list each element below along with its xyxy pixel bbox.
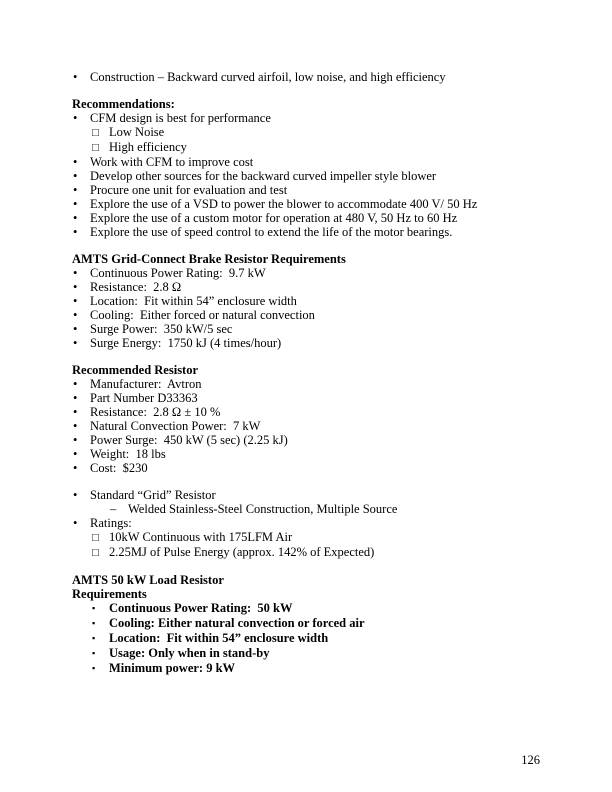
bulleted-item [72,419,540,433]
bulleted-item [72,336,540,350]
list-item-text: Manufacturer: Avtron [90,377,202,391]
bulleted-item [72,155,540,169]
bullet-icon: • [73,308,78,322]
list-item-text: CFM design is best for performance [90,111,271,125]
dash-item [110,502,540,516]
bulleted-item [72,183,540,197]
bullet-icon: • [73,70,78,84]
bulleted-item [72,447,540,461]
checkbox-item [92,125,540,140]
list-item-text: Continuous Power Rating: 9.7 kW [90,266,266,280]
list-item-text: Low Noise [109,125,165,139]
bulleted-item [72,516,540,530]
list-item-text: 10kW Continuous with 175LFM Air [109,530,293,544]
section-heading-load-resistor-line1: AMTS 50 kW Load Resistor [72,573,224,587]
list-item-text: Usage: Only when in stand-by [109,646,270,660]
list-item-text: Explore the use of a VSD to power the blower to accommodate 400 V/ 50 Hz [90,197,478,211]
checkbox-icon: □ [92,547,99,559]
bullet-icon: • [73,111,78,125]
section-construction [72,70,540,84]
list-item-text: Natural Convection Power: 7 kW [90,419,261,433]
checkbox-icon: □ [92,532,99,544]
list-item-text: Location: Fit within 54” enclosure width [109,631,329,645]
list-item-text: Cost: $230 [90,461,148,475]
page-number: 126 [521,753,540,767]
square-bullet-item [92,631,540,646]
square-bullet-icon: ▪ [92,663,96,673]
bulleted-item [72,488,540,502]
bulleted-item [72,461,540,475]
square-bullet-icon: ▪ [92,633,96,643]
list-item-text: Procure one unit for evaluation and test [90,183,288,197]
checkbox-icon: □ [92,142,99,154]
list-item-text: Cooling: Either natural convection or forced air [109,616,365,630]
bullet-icon: • [73,419,78,433]
bullet-icon: • [73,405,78,419]
bulleted-item [72,322,540,336]
section-standard-grid-resistor [72,488,540,560]
list-item-text: Power Surge: 450 kW (5 sec) (2.25 kJ) [90,433,288,447]
bullet-icon: • [73,461,78,475]
list-item-text: Surge Power: 350 kW/5 sec [90,322,233,336]
checkbox-item [92,140,540,155]
list-item-text: Location: Fit within 54” enclosure width [90,294,297,308]
list-item-text: Surge Energy: 1750 kJ (4 times/hour) [90,336,282,350]
square-bullet-icon: ▪ [92,603,96,613]
bulleted-item [72,70,540,84]
list-item-text: Construction – Backward curved airfoil, low noise, and high efficiency [90,70,446,84]
list-item-text: Resistance: 2.8 Ω [90,280,182,294]
list-item-text: Explore the use of a custom motor for operation at 480 V, 50 Hz to 60 Hz [90,211,458,225]
bulleted-item [72,433,540,447]
square-bullet-item [92,661,540,676]
list-item-text: Welded Stainless-Steel Construction, Multiple Source [128,502,398,516]
checkbox-icon: □ [92,127,99,139]
list-item-text: Continuous Power Rating: 50 kW [109,601,293,615]
list-item-text: 2.25MJ of Pulse Energy (approx. 142% of Expected) [109,545,375,559]
bulleted-item [72,225,540,239]
section-brake-resistor-requirements [72,252,540,350]
bullet-icon: • [73,294,78,308]
checkbox-item [92,545,540,560]
section-recommended-resistor [72,363,540,475]
bullet-icon: • [73,433,78,447]
bullet-icon: • [73,225,78,239]
bullet-icon: • [73,266,78,280]
list-item-text: Resistance: 2.8 Ω ± 10 % [90,405,221,419]
square-bullet-item [92,616,540,631]
section-recommendations [72,97,540,239]
bullet-icon: • [73,155,78,169]
dash-icon: – [110,502,117,516]
bullet-icon: • [73,516,78,530]
list-item-text: Minimum power: 9 kW [109,661,236,675]
bullet-icon: • [73,169,78,183]
bulleted-item [72,308,540,322]
bullet-icon: • [73,197,78,211]
list-item-text: Ratings: [90,516,132,530]
list-item-text: Standard “Grid” Resistor [90,488,216,502]
section-heading-recommendations: Recommendations: [72,97,175,111]
section-heading-recommended-resistor: Recommended Resistor [72,363,199,377]
bullet-icon: • [73,322,78,336]
bullet-icon: • [73,336,78,350]
list-item-text: Work with CFM to improve cost [90,155,254,169]
bullet-icon: • [73,211,78,225]
bulleted-item [72,280,540,294]
list-item-text: Cooling: Either forced or natural convection [90,308,315,322]
list-item-text: Part Number D33363 [90,391,198,405]
bulleted-item [72,111,540,125]
list-item-text: Explore the use of speed control to extend the life of the motor bearings. [90,225,453,239]
bullet-icon: • [73,183,78,197]
bullet-icon: • [73,488,78,502]
square-bullet-item [92,646,540,661]
square-bullet-icon: ▪ [92,618,96,628]
bulleted-item [72,266,540,280]
bulleted-item [72,211,540,225]
bulleted-item [72,377,540,391]
bulleted-item [72,169,540,183]
bulleted-item [72,197,540,211]
document-content [72,70,540,676]
square-bullet-icon: ▪ [92,648,96,658]
list-item-text: Weight: 18 lbs [90,447,166,461]
bullet-icon: • [73,280,78,294]
bullet-icon: • [73,447,78,461]
section-load-resistor-requirements [72,573,540,676]
bullet-icon: • [73,377,78,391]
section-heading-brake-resistor: AMTS Grid-Connect Brake Resistor Requirements [72,252,346,266]
square-bullet-item [92,601,540,616]
bullet-icon: • [73,391,78,405]
list-item-text: Develop other sources for the backward curved impeller style blower [90,169,437,183]
bulleted-item [72,405,540,419]
section-heading-load-resistor-line2: Requirements [72,587,147,601]
bulleted-item [72,391,540,405]
checkbox-item [92,530,540,545]
list-item-text: High efficiency [109,140,187,154]
bulleted-item [72,294,540,308]
